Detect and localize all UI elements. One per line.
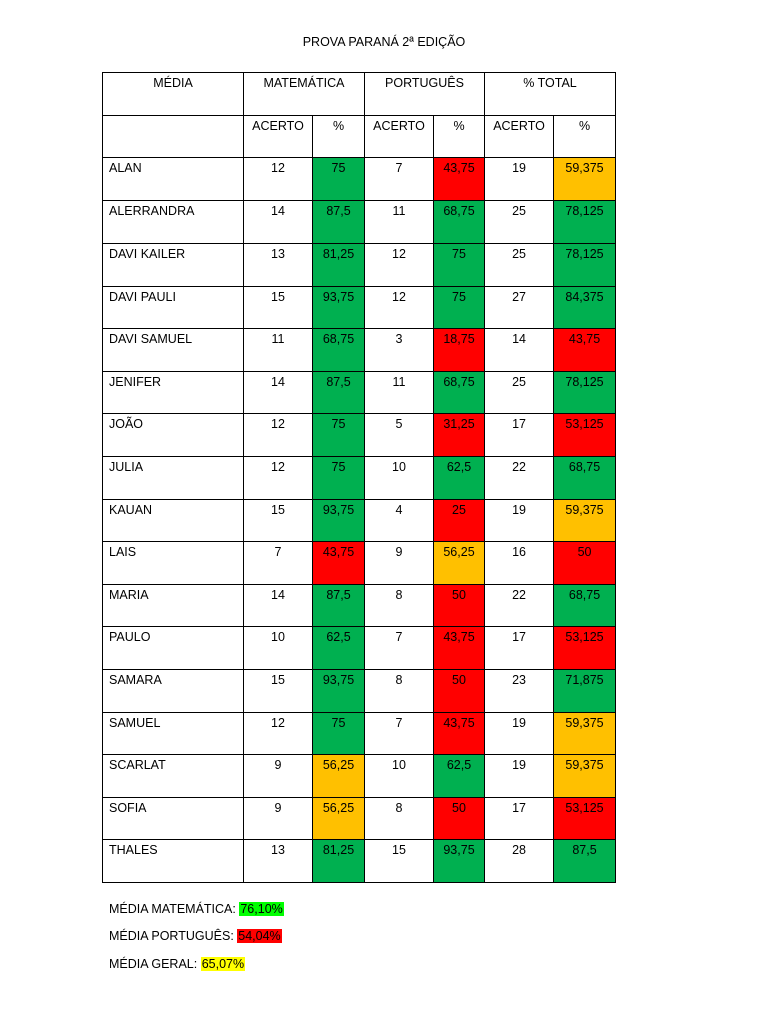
mat-percent-cell: 75 — [313, 712, 365, 755]
mat-acerto-cell: 11 — [244, 329, 313, 372]
mat-percent-cell: 68,75 — [313, 329, 365, 372]
mat-acerto-cell: 15 — [244, 499, 313, 542]
table-row — [103, 499, 616, 542]
mat-acerto-cell: 15 — [244, 670, 313, 713]
mat-percent-cell: 75 — [313, 414, 365, 457]
por-percent-cell: 62,5 — [434, 457, 485, 500]
student-name-cell: SOFIA — [103, 797, 244, 840]
student-name-cell: LAIS — [103, 542, 244, 585]
por-acerto-cell: 10 — [365, 755, 434, 798]
table-row — [103, 840, 616, 883]
tot-acerto-cell: 16 — [485, 542, 554, 585]
header-mat-percent: % — [313, 116, 365, 158]
por-acerto-cell: 8 — [365, 797, 434, 840]
summary-geral — [109, 957, 245, 971]
tot-acerto-cell: 19 — [485, 712, 554, 755]
mat-percent-cell: 62,5 — [313, 627, 365, 670]
table-row — [103, 158, 616, 201]
table-row — [103, 244, 616, 287]
tot-percent-cell: 78,125 — [554, 200, 616, 244]
summary-por-value: 54,04% — [238, 929, 281, 943]
table-row — [103, 755, 616, 798]
por-acerto-cell: 4 — [365, 499, 434, 542]
por-percent-cell: 56,25 — [434, 542, 485, 585]
por-acerto-cell: 12 — [365, 286, 434, 329]
mat-percent-cell: 56,25 — [313, 797, 365, 840]
summary-matematica — [109, 902, 284, 916]
student-name-cell: MARIA — [103, 584, 244, 627]
tot-percent-cell: 53,125 — [554, 414, 616, 457]
por-percent-cell: 93,75 — [434, 840, 485, 883]
por-acerto-cell: 8 — [365, 584, 434, 627]
por-percent-cell: 25 — [434, 499, 485, 542]
header-matematica: MATEMÁTICA — [244, 73, 365, 116]
mat-percent-cell: 81,25 — [313, 244, 365, 287]
por-percent-cell: 68,75 — [434, 371, 485, 414]
mat-percent-cell: 87,5 — [313, 371, 365, 414]
tot-percent-cell: 43,75 — [554, 329, 616, 372]
tot-acerto-cell: 19 — [485, 499, 554, 542]
mat-percent-cell: 81,25 — [313, 840, 365, 883]
por-acerto-cell: 5 — [365, 414, 434, 457]
por-acerto-cell: 7 — [365, 627, 434, 670]
table-row — [103, 371, 616, 414]
tot-acerto-cell: 25 — [485, 244, 554, 287]
student-name-cell: DAVI PAULI — [103, 286, 244, 329]
student-name-cell: DAVI SAMUEL — [103, 329, 244, 372]
grades-table — [102, 72, 616, 883]
header-media: MÉDIA — [103, 73, 244, 116]
header-row-columns — [103, 116, 616, 158]
table-row — [103, 670, 616, 713]
tot-percent-cell: 53,125 — [554, 627, 616, 670]
por-percent-cell: 43,75 — [434, 712, 485, 755]
tot-acerto-cell: 25 — [485, 371, 554, 414]
summary-portugues — [109, 929, 282, 943]
header-mat-acerto: ACERTO — [244, 116, 313, 158]
mat-percent-cell: 93,75 — [313, 670, 365, 713]
table-row — [103, 200, 616, 244]
table-row — [103, 286, 616, 329]
student-name-cell: JENIFER — [103, 371, 244, 414]
mat-acerto-cell: 14 — [244, 200, 313, 244]
mat-acerto-cell: 15 — [244, 286, 313, 329]
mat-acerto-cell: 14 — [244, 584, 313, 627]
student-name-cell: ALERRANDRA — [103, 200, 244, 244]
student-name-cell: ALAN — [103, 158, 244, 201]
mat-percent-cell: 93,75 — [313, 286, 365, 329]
tot-percent-cell: 59,375 — [554, 712, 616, 755]
por-percent-cell: 50 — [434, 670, 485, 713]
por-acerto-cell: 3 — [365, 329, 434, 372]
mat-percent-cell: 87,5 — [313, 200, 365, 244]
student-name-cell: JULIA — [103, 457, 244, 500]
mat-percent-cell: 43,75 — [313, 542, 365, 585]
mat-acerto-cell: 12 — [244, 414, 313, 457]
por-acerto-cell: 11 — [365, 200, 434, 244]
tot-acerto-cell: 17 — [485, 414, 554, 457]
tot-percent-cell: 78,125 — [554, 371, 616, 414]
por-acerto-cell: 12 — [365, 244, 434, 287]
mat-acerto-cell: 7 — [244, 542, 313, 585]
tot-acerto-cell: 27 — [485, 286, 554, 329]
header-por-percent: % — [434, 116, 485, 158]
student-name-cell: SAMARA — [103, 670, 244, 713]
tot-percent-cell: 71,875 — [554, 670, 616, 713]
tot-percent-cell: 59,375 — [554, 158, 616, 201]
tot-acerto-cell: 19 — [485, 158, 554, 201]
header-tot-acerto: ACERTO — [485, 116, 554, 158]
student-rows — [103, 158, 616, 883]
table-row — [103, 627, 616, 670]
tot-acerto-cell: 17 — [485, 627, 554, 670]
tot-percent-cell: 59,375 — [554, 499, 616, 542]
tot-percent-cell: 59,375 — [554, 755, 616, 798]
summary-por-label: MÉDIA PORTUGUÊS: — [109, 929, 234, 943]
mat-acerto-cell: 9 — [244, 797, 313, 840]
tot-percent-cell: 50 — [554, 542, 616, 585]
mat-percent-cell: 93,75 — [313, 499, 365, 542]
por-percent-cell: 75 — [434, 286, 485, 329]
por-acerto-cell: 7 — [365, 158, 434, 201]
mat-percent-cell: 56,25 — [313, 755, 365, 798]
header-row-subjects — [103, 73, 616, 116]
tot-percent-cell: 68,75 — [554, 457, 616, 500]
por-percent-cell: 50 — [434, 797, 485, 840]
tot-percent-cell: 68,75 — [554, 584, 616, 627]
tot-acerto-cell: 14 — [485, 329, 554, 372]
student-name-cell: KAUAN — [103, 499, 244, 542]
por-percent-cell: 43,75 — [434, 158, 485, 201]
por-acerto-cell: 8 — [365, 670, 434, 713]
por-percent-cell: 50 — [434, 584, 485, 627]
mat-percent-cell: 75 — [313, 158, 365, 201]
tot-percent-cell: 84,375 — [554, 286, 616, 329]
mat-acerto-cell: 12 — [244, 457, 313, 500]
table-row — [103, 457, 616, 500]
mat-acerto-cell: 12 — [244, 712, 313, 755]
summary-mat-value: 76,10% — [240, 902, 283, 916]
tot-percent-cell: 87,5 — [554, 840, 616, 883]
summary-geral-value: 65,07% — [201, 957, 245, 971]
table-row — [103, 414, 616, 457]
por-percent-cell: 43,75 — [434, 627, 485, 670]
por-acerto-cell: 11 — [365, 371, 434, 414]
tot-acerto-cell: 22 — [485, 584, 554, 627]
student-name-cell: THALES — [103, 840, 244, 883]
por-percent-cell: 31,25 — [434, 414, 485, 457]
por-acerto-cell: 7 — [365, 712, 434, 755]
header-portugues: PORTUGUÊS — [365, 73, 485, 116]
tot-acerto-cell: 25 — [485, 200, 554, 244]
student-name-cell: SCARLAT — [103, 755, 244, 798]
header-tot-percent: % — [554, 116, 616, 158]
table-row — [103, 712, 616, 755]
table-row — [103, 542, 616, 585]
student-name-cell: PAULO — [103, 627, 244, 670]
mat-acerto-cell: 12 — [244, 158, 313, 201]
tot-percent-cell: 78,125 — [554, 244, 616, 287]
mat-acerto-cell: 10 — [244, 627, 313, 670]
table-row — [103, 329, 616, 372]
summary-geral-label: MÉDIA GERAL: — [109, 957, 198, 971]
header-empty — [103, 116, 244, 158]
tot-acerto-cell: 28 — [485, 840, 554, 883]
page-title: PROVA PARANÁ 2ª EDIÇÃO — [302, 35, 466, 49]
student-name-cell: DAVI KAILER — [103, 244, 244, 287]
por-acerto-cell: 15 — [365, 840, 434, 883]
mat-acerto-cell: 13 — [244, 244, 313, 287]
mat-percent-cell: 75 — [313, 457, 365, 500]
mat-acerto-cell: 13 — [244, 840, 313, 883]
mat-acerto-cell: 9 — [244, 755, 313, 798]
tot-acerto-cell: 22 — [485, 457, 554, 500]
header-por-acerto: ACERTO — [365, 116, 434, 158]
tot-acerto-cell: 23 — [485, 670, 554, 713]
student-name-cell: SAMUEL — [103, 712, 244, 755]
table-row — [103, 584, 616, 627]
tot-acerto-cell: 17 — [485, 797, 554, 840]
mat-percent-cell: 87,5 — [313, 584, 365, 627]
por-percent-cell: 18,75 — [434, 329, 485, 372]
student-name-cell: JOÃO — [103, 414, 244, 457]
por-percent-cell: 75 — [434, 244, 485, 287]
por-percent-cell: 62,5 — [434, 755, 485, 798]
tot-percent-cell: 53,125 — [554, 797, 616, 840]
mat-acerto-cell: 14 — [244, 371, 313, 414]
header-total: % TOTAL — [485, 73, 616, 116]
por-acerto-cell: 10 — [365, 457, 434, 500]
por-acerto-cell: 9 — [365, 542, 434, 585]
summary-mat-label: MÉDIA MATEMÁTICA: — [109, 902, 236, 916]
tot-acerto-cell: 19 — [485, 755, 554, 798]
por-percent-cell: 68,75 — [434, 200, 485, 244]
table-row — [103, 797, 616, 840]
